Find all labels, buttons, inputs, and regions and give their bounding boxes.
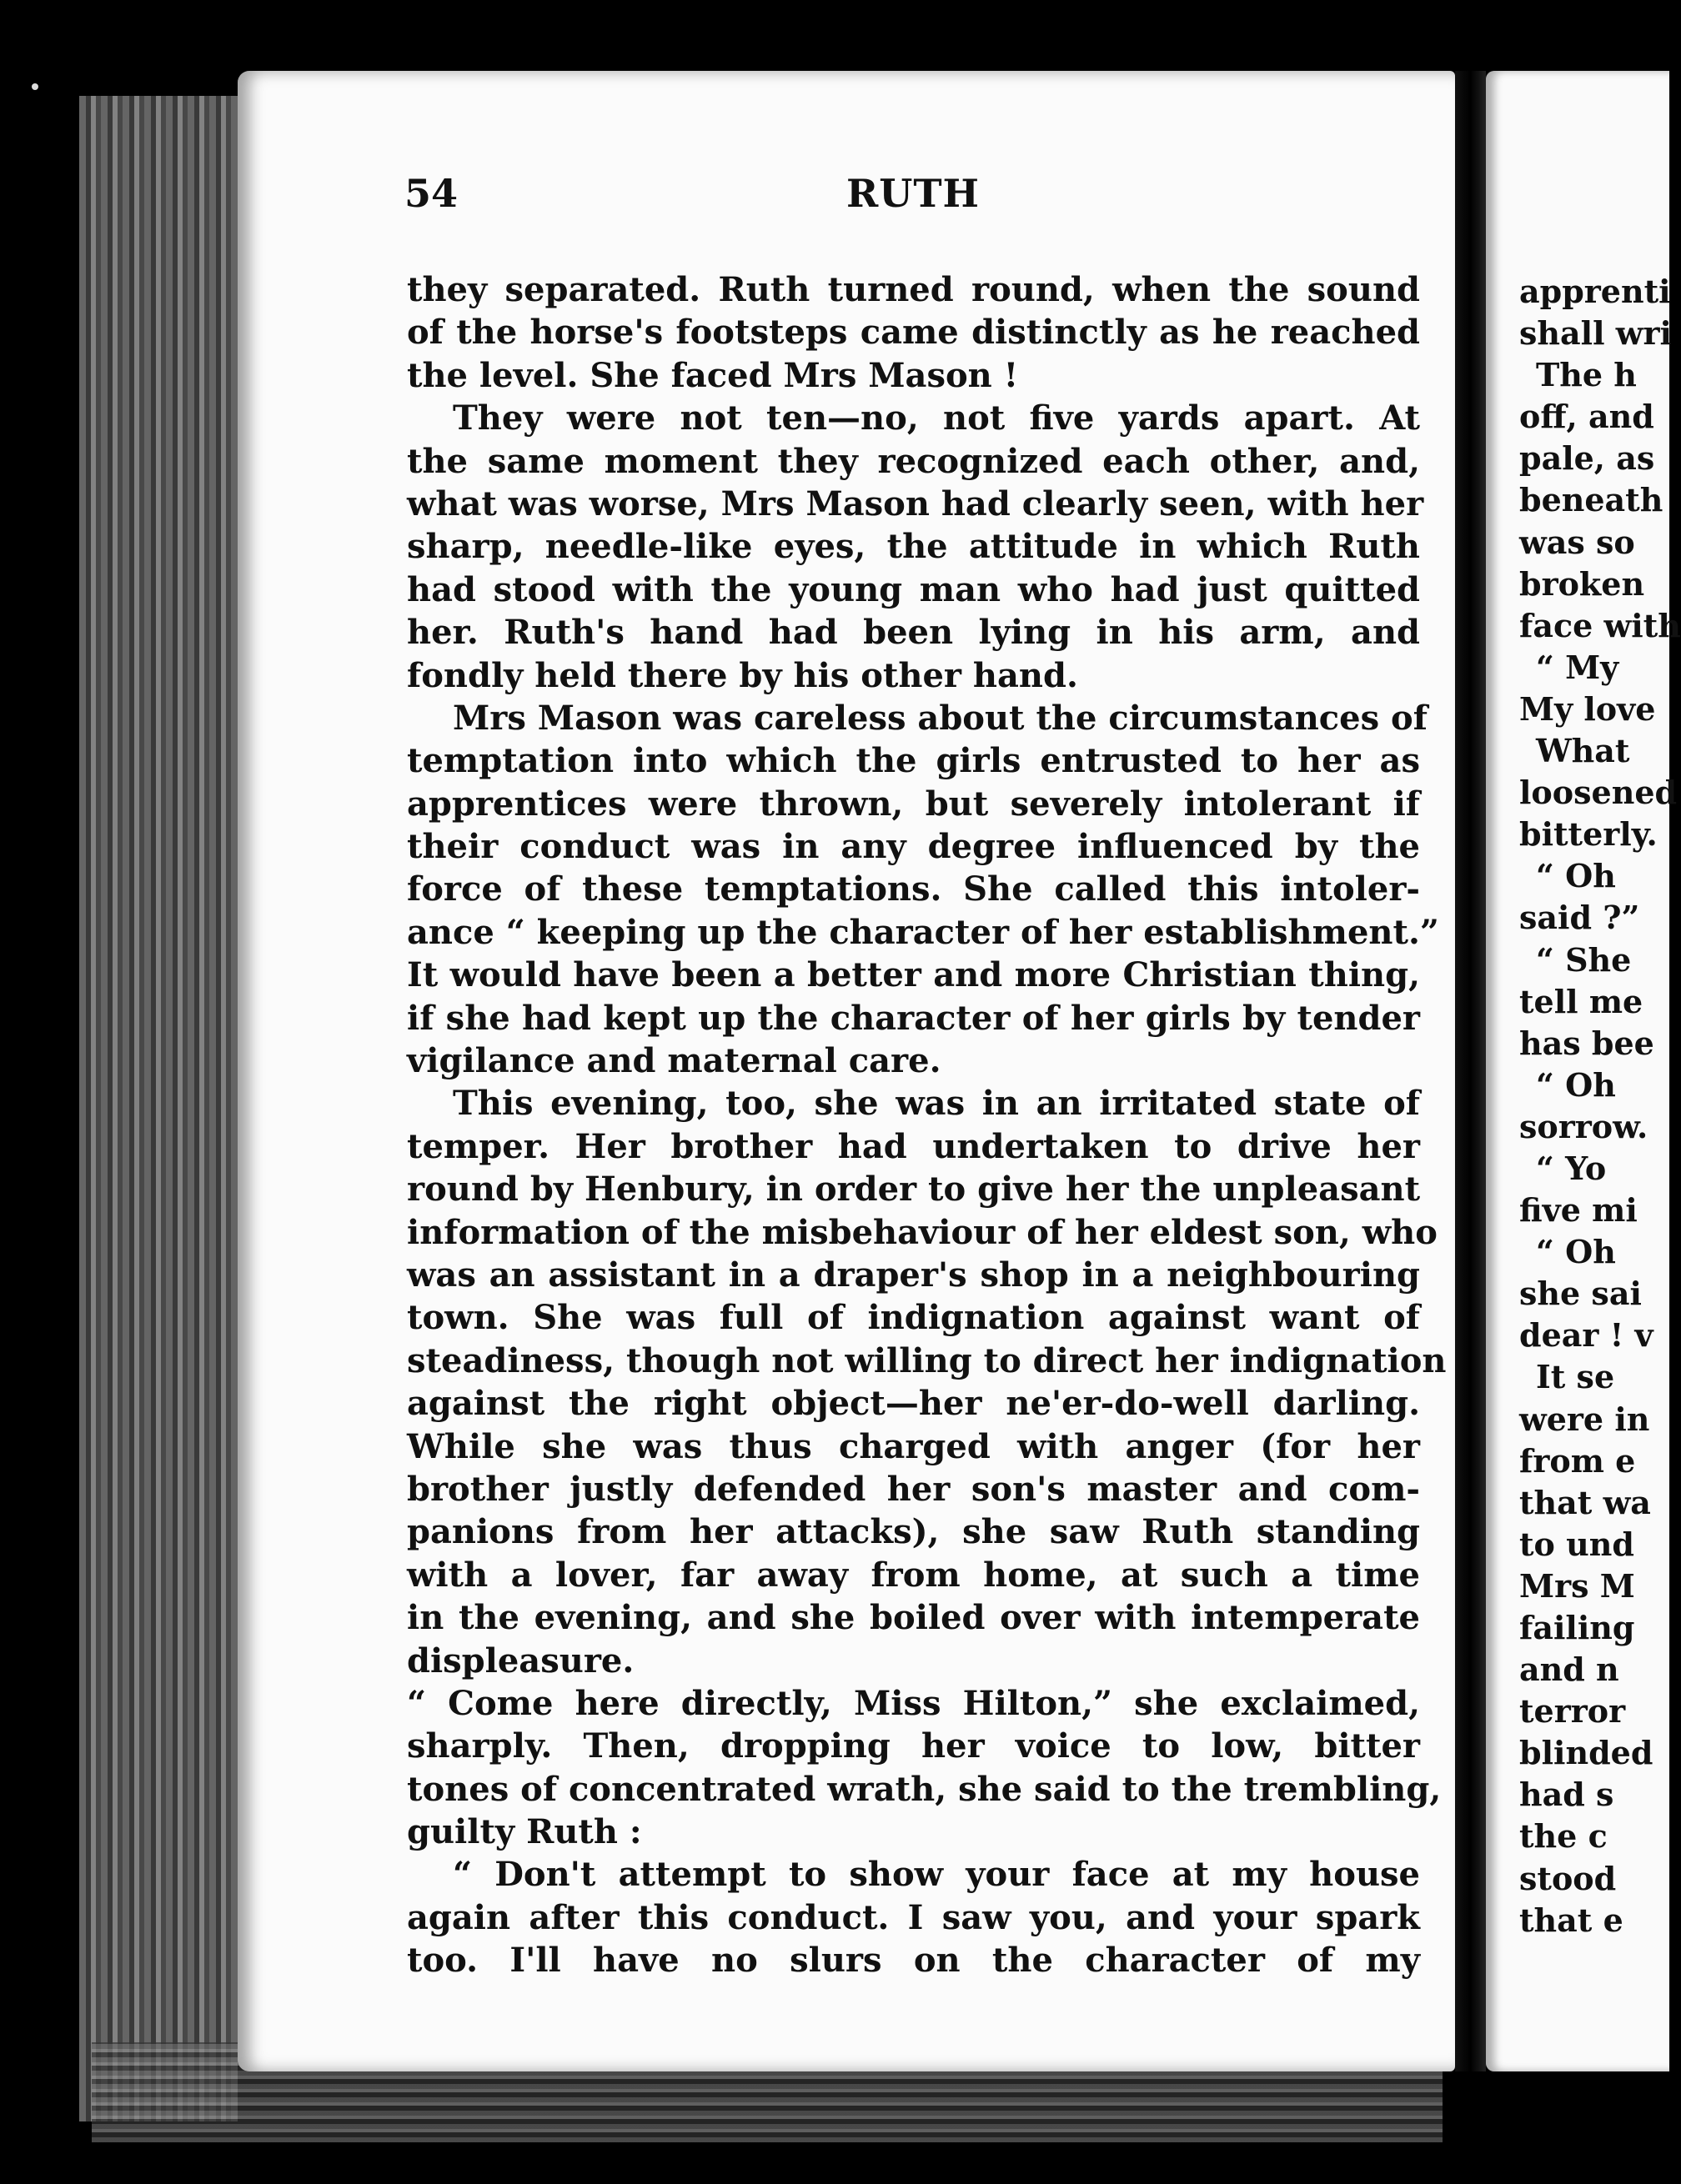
facing-text-line: “ Oh xyxy=(1536,857,1616,895)
facing-text-line: said ?” xyxy=(1519,899,1640,937)
facing-text-line: from e xyxy=(1519,1441,1636,1480)
book-binding-edge xyxy=(79,96,238,2121)
facing-text-line: and n xyxy=(1519,1651,1619,1689)
facing-text-line: It se xyxy=(1536,1358,1615,1396)
facing-text-line: were in xyxy=(1519,1400,1650,1438)
facing-text-line: The h xyxy=(1536,356,1637,394)
text-line: town. She was full of indignation against want of xyxy=(407,1298,1420,1338)
facing-page xyxy=(1486,71,1681,2071)
text-line: sharp, needle-like eyes, the attitude in which Ruth xyxy=(407,527,1420,567)
facing-text-line: to und xyxy=(1519,1525,1634,1563)
facing-text-line: that wa xyxy=(1519,1483,1651,1521)
facing-text-line: “ Yo xyxy=(1536,1149,1607,1187)
facing-text-line: face with xyxy=(1519,606,1681,644)
facing-text-line: “ Oh xyxy=(1536,1233,1616,1271)
facing-text-line: five mi xyxy=(1519,1191,1638,1230)
facing-text-line: stood xyxy=(1519,1859,1617,1897)
text-line: round by Henbury, in order to give her the unpleasant xyxy=(407,1170,1421,1210)
text-line: with a lover, far away from home, at such a time xyxy=(407,1555,1420,1595)
text-line: if she had kept up the character of her girls by tender xyxy=(407,998,1420,1038)
text-line: they separated. Ruth turned round, when the sound xyxy=(407,270,1420,309)
text-line: the level. She faced Mrs Mason ! xyxy=(407,355,1019,395)
text-line: It would have been a better and more Christian thing, xyxy=(407,955,1420,995)
facing-text-line: Mrs M xyxy=(1519,1566,1635,1605)
text-line: “ Come here directly, Miss Hilton,” she exclaimed, xyxy=(407,1683,1420,1723)
page-number: 54 xyxy=(404,171,459,216)
facing-page-text xyxy=(1519,271,1681,1941)
facing-text-line: the c xyxy=(1519,1817,1608,1856)
facing-text-line: sorrow. xyxy=(1519,1107,1648,1145)
text-line: “ Don't attempt to show your face at my house xyxy=(453,1855,1420,1895)
scan-speck xyxy=(32,83,38,90)
facing-text-line: What xyxy=(1536,732,1630,770)
text-line: temper. Her brother had undertaken to drive her xyxy=(407,1126,1420,1166)
text-line: sharply. Then, dropping her voice to low, bitter xyxy=(407,1726,1420,1766)
facing-text-line: My love xyxy=(1519,689,1656,728)
text-line: had stood with the young man who had just quitted xyxy=(407,569,1420,609)
facing-text-line: off, and xyxy=(1519,398,1654,436)
facing-text-line: was so xyxy=(1519,523,1635,561)
running-title: RUTH xyxy=(846,171,981,216)
facing-text-line: broken xyxy=(1519,564,1645,603)
text-line: vigilance and maternal care. xyxy=(407,1041,941,1081)
facing-text-line: has bee xyxy=(1519,1024,1654,1062)
text-line: panions from her attacks), she saw Ruth standing xyxy=(407,1512,1420,1552)
text-line: of the horse's footsteps came distinctly as he reached xyxy=(407,313,1420,353)
facing-text-line: bitterly. xyxy=(1519,815,1658,854)
text-line: too. I'll have no slurs on the character of my xyxy=(407,1941,1420,1981)
text-line: was an assistant in a draper's shop in a neighbouring xyxy=(407,1255,1420,1295)
text-line: guilty Ruth : xyxy=(407,1812,642,1852)
text-line: This evening, too, she was in an irritated state of xyxy=(453,1084,1420,1124)
facing-text-line: she sai xyxy=(1519,1275,1642,1313)
facing-text-line: loosened xyxy=(1519,774,1678,812)
text-line: her. Ruth's hand had been lying in his arm, and xyxy=(407,613,1420,653)
page-header xyxy=(404,171,1422,229)
facing-text-line: that e xyxy=(1519,1901,1623,1939)
text-line: temptation into which the girls entrusted to her as xyxy=(407,741,1420,781)
facing-text-line: “ She xyxy=(1536,940,1632,979)
text-line: force of these temptations. She called this intoler- xyxy=(407,869,1420,909)
page-body-text xyxy=(407,268,1447,1982)
facing-text-line: tell me xyxy=(1519,982,1643,1020)
text-line: again after this conduct. I saw you, and your spark xyxy=(407,1897,1420,1937)
text-line: information of the misbehaviour of her eldest son, who xyxy=(407,1212,1438,1252)
text-line: displeasure. xyxy=(407,1641,635,1681)
text-line: While she was thus charged with anger (for her xyxy=(407,1426,1420,1466)
text-line: in the evening, and she boiled over with intemperate xyxy=(407,1598,1420,1638)
facing-text-line: failing xyxy=(1519,1609,1635,1646)
text-line: their conduct was in any degree influenced by the xyxy=(407,827,1420,867)
text-line: against the right object—her ne'er-do-well darling. xyxy=(407,1384,1420,1424)
page-gutter xyxy=(1455,71,1486,2071)
text-line: the same moment they recognized each other, and, xyxy=(407,441,1420,481)
facing-text-line: “ Oh xyxy=(1536,1065,1616,1104)
facing-text-line: beneath xyxy=(1519,481,1663,519)
text-line: They were not ten—no, not five yards apart. At xyxy=(453,398,1420,438)
facing-text-line: shall wri xyxy=(1519,314,1672,353)
text-line: tones of concentrated wrath, she said to the trembling, xyxy=(407,1769,1442,1809)
text-line: Mrs Mason was careless about the circumstances of xyxy=(453,698,1428,738)
text-line: steadiness, though not willing to direct her indignation xyxy=(407,1340,1447,1380)
text-line: brother justly defended her son's master and com- xyxy=(407,1469,1420,1509)
facing-text-line: terror xyxy=(1519,1692,1626,1731)
text-line: ance “ keeping up the character of her establishment.” xyxy=(407,912,1439,952)
text-line: fondly held there by his other hand. xyxy=(407,655,1078,695)
facing-text-line: apprenti xyxy=(1519,273,1671,310)
facing-text-line: had s xyxy=(1519,1776,1614,1814)
facing-text-line: “ My xyxy=(1536,648,1619,686)
text-line: apprentices were thrown, but severely intolerant if xyxy=(407,784,1420,824)
facing-text-line: blinded xyxy=(1519,1734,1653,1772)
text-line: what was worse, Mrs Mason had clearly seen, with her xyxy=(407,483,1424,523)
facing-text-line: pale, as xyxy=(1519,439,1655,478)
facing-text-line: dear ! v xyxy=(1519,1316,1653,1355)
